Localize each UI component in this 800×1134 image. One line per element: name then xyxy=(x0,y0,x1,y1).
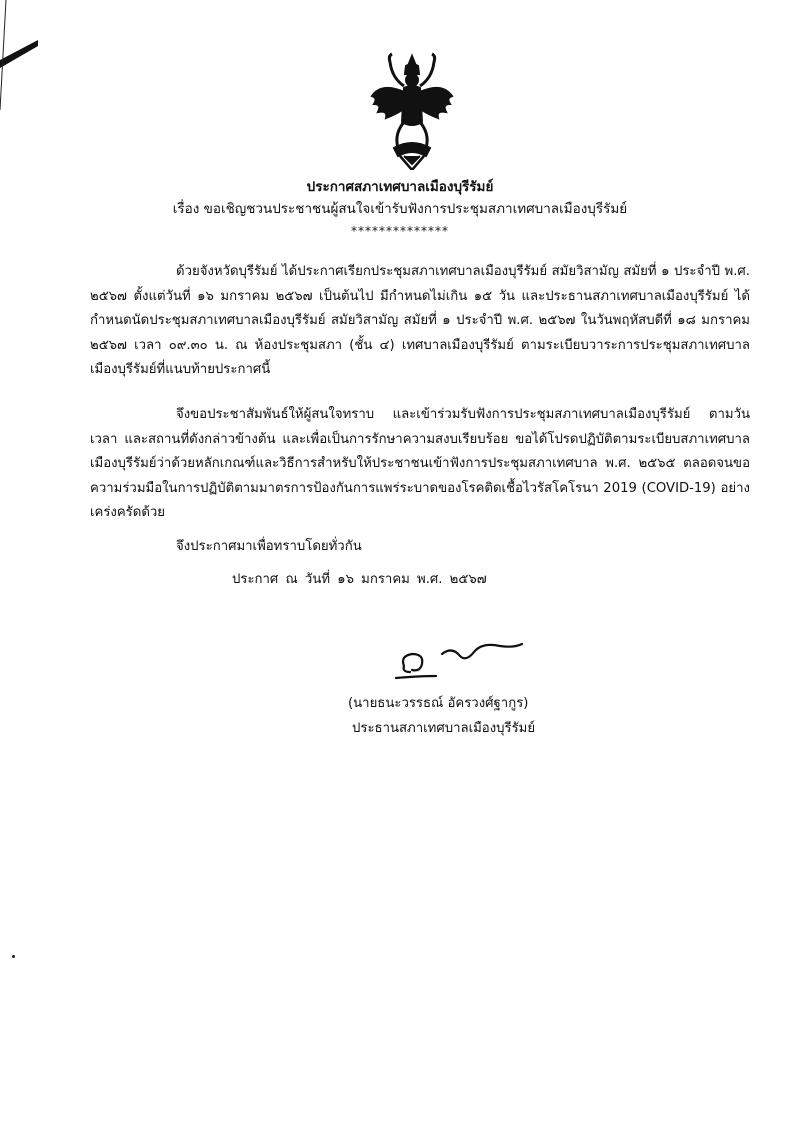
signer-title: ประธานสภาเทศบาลเมืองบุรีรัมย์ xyxy=(352,721,536,736)
scan-corner-mark xyxy=(0,0,40,110)
paragraph-1 xyxy=(90,260,750,383)
paragraph-1-text: ด้วยจังหวัดบุรีรัมย์ ได้ประกาศเรียกประชุมสภาเทศบาลเมืองบุรีรัมย์ สมัยวิสามัญ สมัยที่ ๑ ประจำปี พ.ศ. ๒๕๖๗ ตั้งแต่วันที่ ๑๖ มกราคม ๒๕๖๗ เป็นต้นไป มีกำหนดไม่เกิน ๑๕ วัน และประธานสภาเทศบาลเมืองบุรีรัมย์ ได้กำหนดนัดประชุมสภาเทศบาลเมืองบุรีรัมย์ สมัยวิสามัญ สมัยที่ ๑ ประจำปี พ.ศ. ๒๕๖๗ ในวันพฤหัสบดีที่ ๑๘ มกราคม ๒๕๖๗ เวลา ๐๙.๓๐ น. ณ ห้องประชุมสภา (ชั้น ๔) เทศบาลเมืองบุรีรัมย์ ตามระเบียบวาระการประชุมสภาเทศบาลเมืองบุรีรัมย์ที่แนบท้ายประกาศนี้ xyxy=(90,264,750,377)
paragraph-2-text: จึงขอประชาสัมพันธ์ให้ผู้สนใจทราบ และเข้าร่วมรับฟังการประชุมสภาเทศบาลเมืองบุรีรัมย์ ตามวัน เวลา และสถานที่ดังกล่าวข้างต้น และเพื่อเป็นการรักษาความสงบเรียบร้อย ขอได้โปรดปฏิบัติตามระเบียบสภาเทศบาลเมืองบุรีรัมย์ว่าด้วยหลักเกณฑ์และวิธีการสำหรับให้ประชาชนเข้าฟังการประชุมสภาเทศบาล พ.ศ. ๒๕๖๕ ตลอดจนขอความร่วมมือในการปฏิบัติตามมาตรการป้องกันการแพร่ระบาดของโรคติดเชื้อไวรัสโคโรนา 2019 (COVID-19) อย่างเคร่งครัดด้วย xyxy=(90,407,750,520)
paragraph-2 xyxy=(90,403,750,526)
scan-speck xyxy=(12,955,15,958)
announcement-date: ประกาศ ณ วันที่ ๑๖ มกราคม พ.ศ. ๒๕๖๗ xyxy=(232,572,487,587)
signer-name: (นายธนะวรรธณ์ อัครวงศ์ฐากูร) xyxy=(348,696,529,711)
garuda-emblem-icon xyxy=(364,52,460,170)
announcement-subject: เรื่อง ขอเชิญชวนประชาชนผู้สนใจเข้ารับฟังการประชุมสภาเทศบาลเมืองบุรีรัมย์ xyxy=(172,201,628,217)
closing-statement: จึงประกาศมาเพื่อทราบโดยทั่วกัน xyxy=(176,539,362,554)
handwritten-signature xyxy=(390,632,530,682)
announcement-title: ประกาศสภาเทศบาลเมืองบุรีรัมย์ xyxy=(306,179,494,195)
separator-stars: ************** xyxy=(351,224,449,238)
